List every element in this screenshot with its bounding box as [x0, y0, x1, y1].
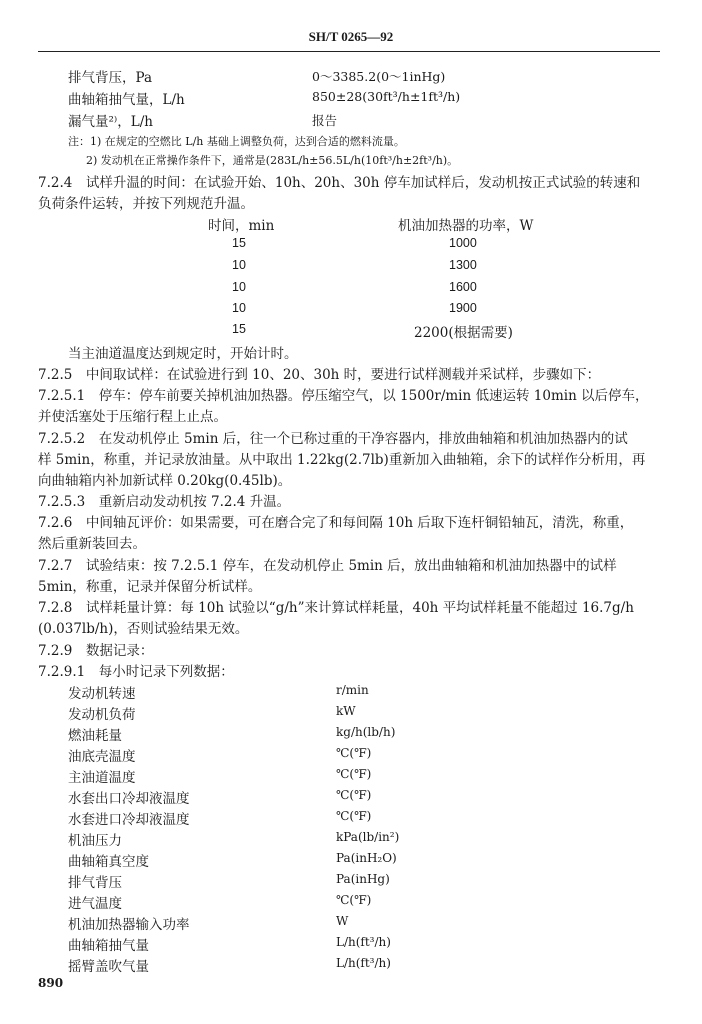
- list-item-unit: Pa(inH₂O): [336, 851, 397, 865]
- section-7-2-5-2-line1: 7.2.5.2 在发动机停止 5min 后，往一个已称过重的干净容器内，排放曲轴箱和机油加热器内的试: [38, 431, 628, 447]
- section-7-2-6-line2: 然后重新装回去。: [38, 536, 146, 552]
- section-7-2-4-after: 当主油道温度达到规定时，开始计时。: [68, 346, 298, 362]
- list-item-unit: ℃(℉): [336, 809, 372, 823]
- list-item-unit: r/min: [336, 683, 369, 697]
- col-power-header: 机油加热器的功率，W: [398, 218, 534, 234]
- section-7-2-7-line2: 5min，称重，记录并保留分析试样。: [38, 579, 262, 595]
- page-number: 890: [38, 976, 64, 990]
- row-power: 2200(根据需要): [414, 325, 513, 341]
- table-row-value: 0～3385.2(0～1inHg): [312, 69, 446, 84]
- section-7-2-5-2-line2: 样 5min，称重，并记录放油量。从中取出 1.22kg(2.7lb)重新加入曲轴箱，余下的试样作分析用，再: [38, 452, 646, 468]
- list-item-name: 燃油耗量: [68, 728, 122, 744]
- section-7-2-6-line1: 7.2.6 中间轴瓦评价：如果需要，可在磨合完了和每间隔 10h 后取下连杆铜铅轴瓦，清洗，称重，: [38, 515, 634, 531]
- section-7-2-4-line2: 负荷条件运转，并按下列规范升温。: [38, 196, 254, 212]
- note-1: 注：1) 在规定的空燃比 L/h 基础上调整负荷，达到合适的燃料流量。: [68, 135, 405, 148]
- row-time: 15: [232, 322, 246, 336]
- section-7-2-8-line2: (0.037lb/h)，否则试验结果无效。: [38, 621, 249, 637]
- row-time: 10: [232, 280, 246, 294]
- section-7-2-5-3: 7.2.5.3 重新启动发动机按 7.2.4 升温。: [38, 494, 291, 510]
- list-item-name: 曲轴箱抽气量: [68, 938, 149, 954]
- list-item-name: 进气温度: [68, 896, 122, 912]
- list-item-name: 油底壳温度: [68, 749, 136, 765]
- table-row-value: 850±28(30ft³/h±1ft³/h): [312, 89, 461, 104]
- list-item-unit: ℃(℉): [336, 788, 372, 802]
- row-time: 10: [232, 258, 246, 272]
- table-row-name: 漏气量²⁾，L/h: [68, 114, 153, 130]
- list-item-unit: kg/h(lb/h): [336, 725, 396, 739]
- list-item-unit: W: [336, 914, 349, 928]
- col-time-header: 时间，min: [208, 218, 275, 234]
- section-7-2-9-1: 7.2.9.1 每小时记录下列数据：: [38, 664, 234, 680]
- table-row-name: 曲轴箱抽气量，L/h: [68, 92, 185, 108]
- section-7-2-5-2-line3: 向曲轴箱内补加新试样 0.20kg(0.45lb)。: [38, 473, 292, 489]
- page-header: SH/T 0265—92: [308, 29, 394, 44]
- list-item-name: 主油道温度: [68, 770, 136, 786]
- header-rule: [38, 51, 660, 52]
- list-item-name: 机油加热器输入功率: [68, 917, 190, 933]
- row-power: 1900: [449, 301, 477, 315]
- section-7-2-4-line1: 7.2.4 试样升温的时间：在试验开始、10h、20h、30h 停车加试样后，发动机按正式试验的转速和: [38, 175, 641, 191]
- list-item-unit: Pa(inHg): [336, 872, 390, 886]
- list-item-name: 水套进口冷却液温度: [68, 812, 190, 828]
- list-item-unit: L/h(ft³/h): [336, 956, 391, 970]
- list-item-unit: kW: [336, 704, 356, 718]
- note-2: 2) 发动机在正常操作条件下，通常是(283L/h±56.5L/h(10ft³/h±2ft³/h)。: [86, 154, 459, 167]
- list-item-unit: ℃(℉): [336, 767, 372, 781]
- list-item-unit: L/h(ft³/h): [336, 935, 391, 949]
- table-row-name: 排气背压，Pa: [68, 70, 153, 86]
- list-item-name: 发动机负荷: [68, 707, 136, 723]
- table-row-value: 报告: [312, 113, 338, 128]
- list-item-name: 发动机转速: [68, 686, 136, 702]
- row-power: 1300: [449, 258, 477, 272]
- list-item-unit: ℃(℉): [336, 893, 372, 907]
- section-7-2-5-1-line2: 并使活塞处于压缩行程上止点。: [38, 409, 227, 425]
- row-time: 10: [232, 301, 246, 315]
- section-7-2-5-1-line1: 7.2.5.1 停车：停车前要关掉机油加热器。停压缩空气，以 1500r/min 低速运转 10min 以后停车，: [38, 388, 649, 404]
- section-7-2-9: 7.2.9 数据记录：: [38, 643, 154, 659]
- section-7-2-7-line1: 7.2.7 试验结束：按 7.2.5.1 停车，在发动机停止 5min 后，放出曲轴箱和机油加热器中的试样: [38, 558, 617, 574]
- section-7-2-5: 7.2.5 中间取试样：在试验进行到 10、20、30h 时，要进行试样测载并采试样，步骤如下：: [38, 367, 601, 383]
- list-item-name: 曲轴箱真空度: [68, 854, 149, 870]
- row-power: 1000: [449, 236, 477, 250]
- row-time: 15: [232, 236, 246, 250]
- list-item-name: 摇臂盖吹气量: [68, 959, 149, 975]
- list-item-unit: kPa(lb/in²): [336, 830, 400, 844]
- list-item-name: 机油压力: [68, 833, 122, 849]
- list-item-name: 排气背压: [68, 875, 122, 891]
- row-power: 1600: [449, 280, 477, 294]
- list-item-unit: ℃(℉): [336, 746, 372, 760]
- list-item-name: 水套出口冷却液温度: [68, 791, 190, 807]
- section-7-2-8-line1: 7.2.8 试样耗量计算：每 10h 试验以“g/h”来计算试样耗量，40h 平均试样耗量不能超过 16.7g/h: [38, 600, 634, 616]
